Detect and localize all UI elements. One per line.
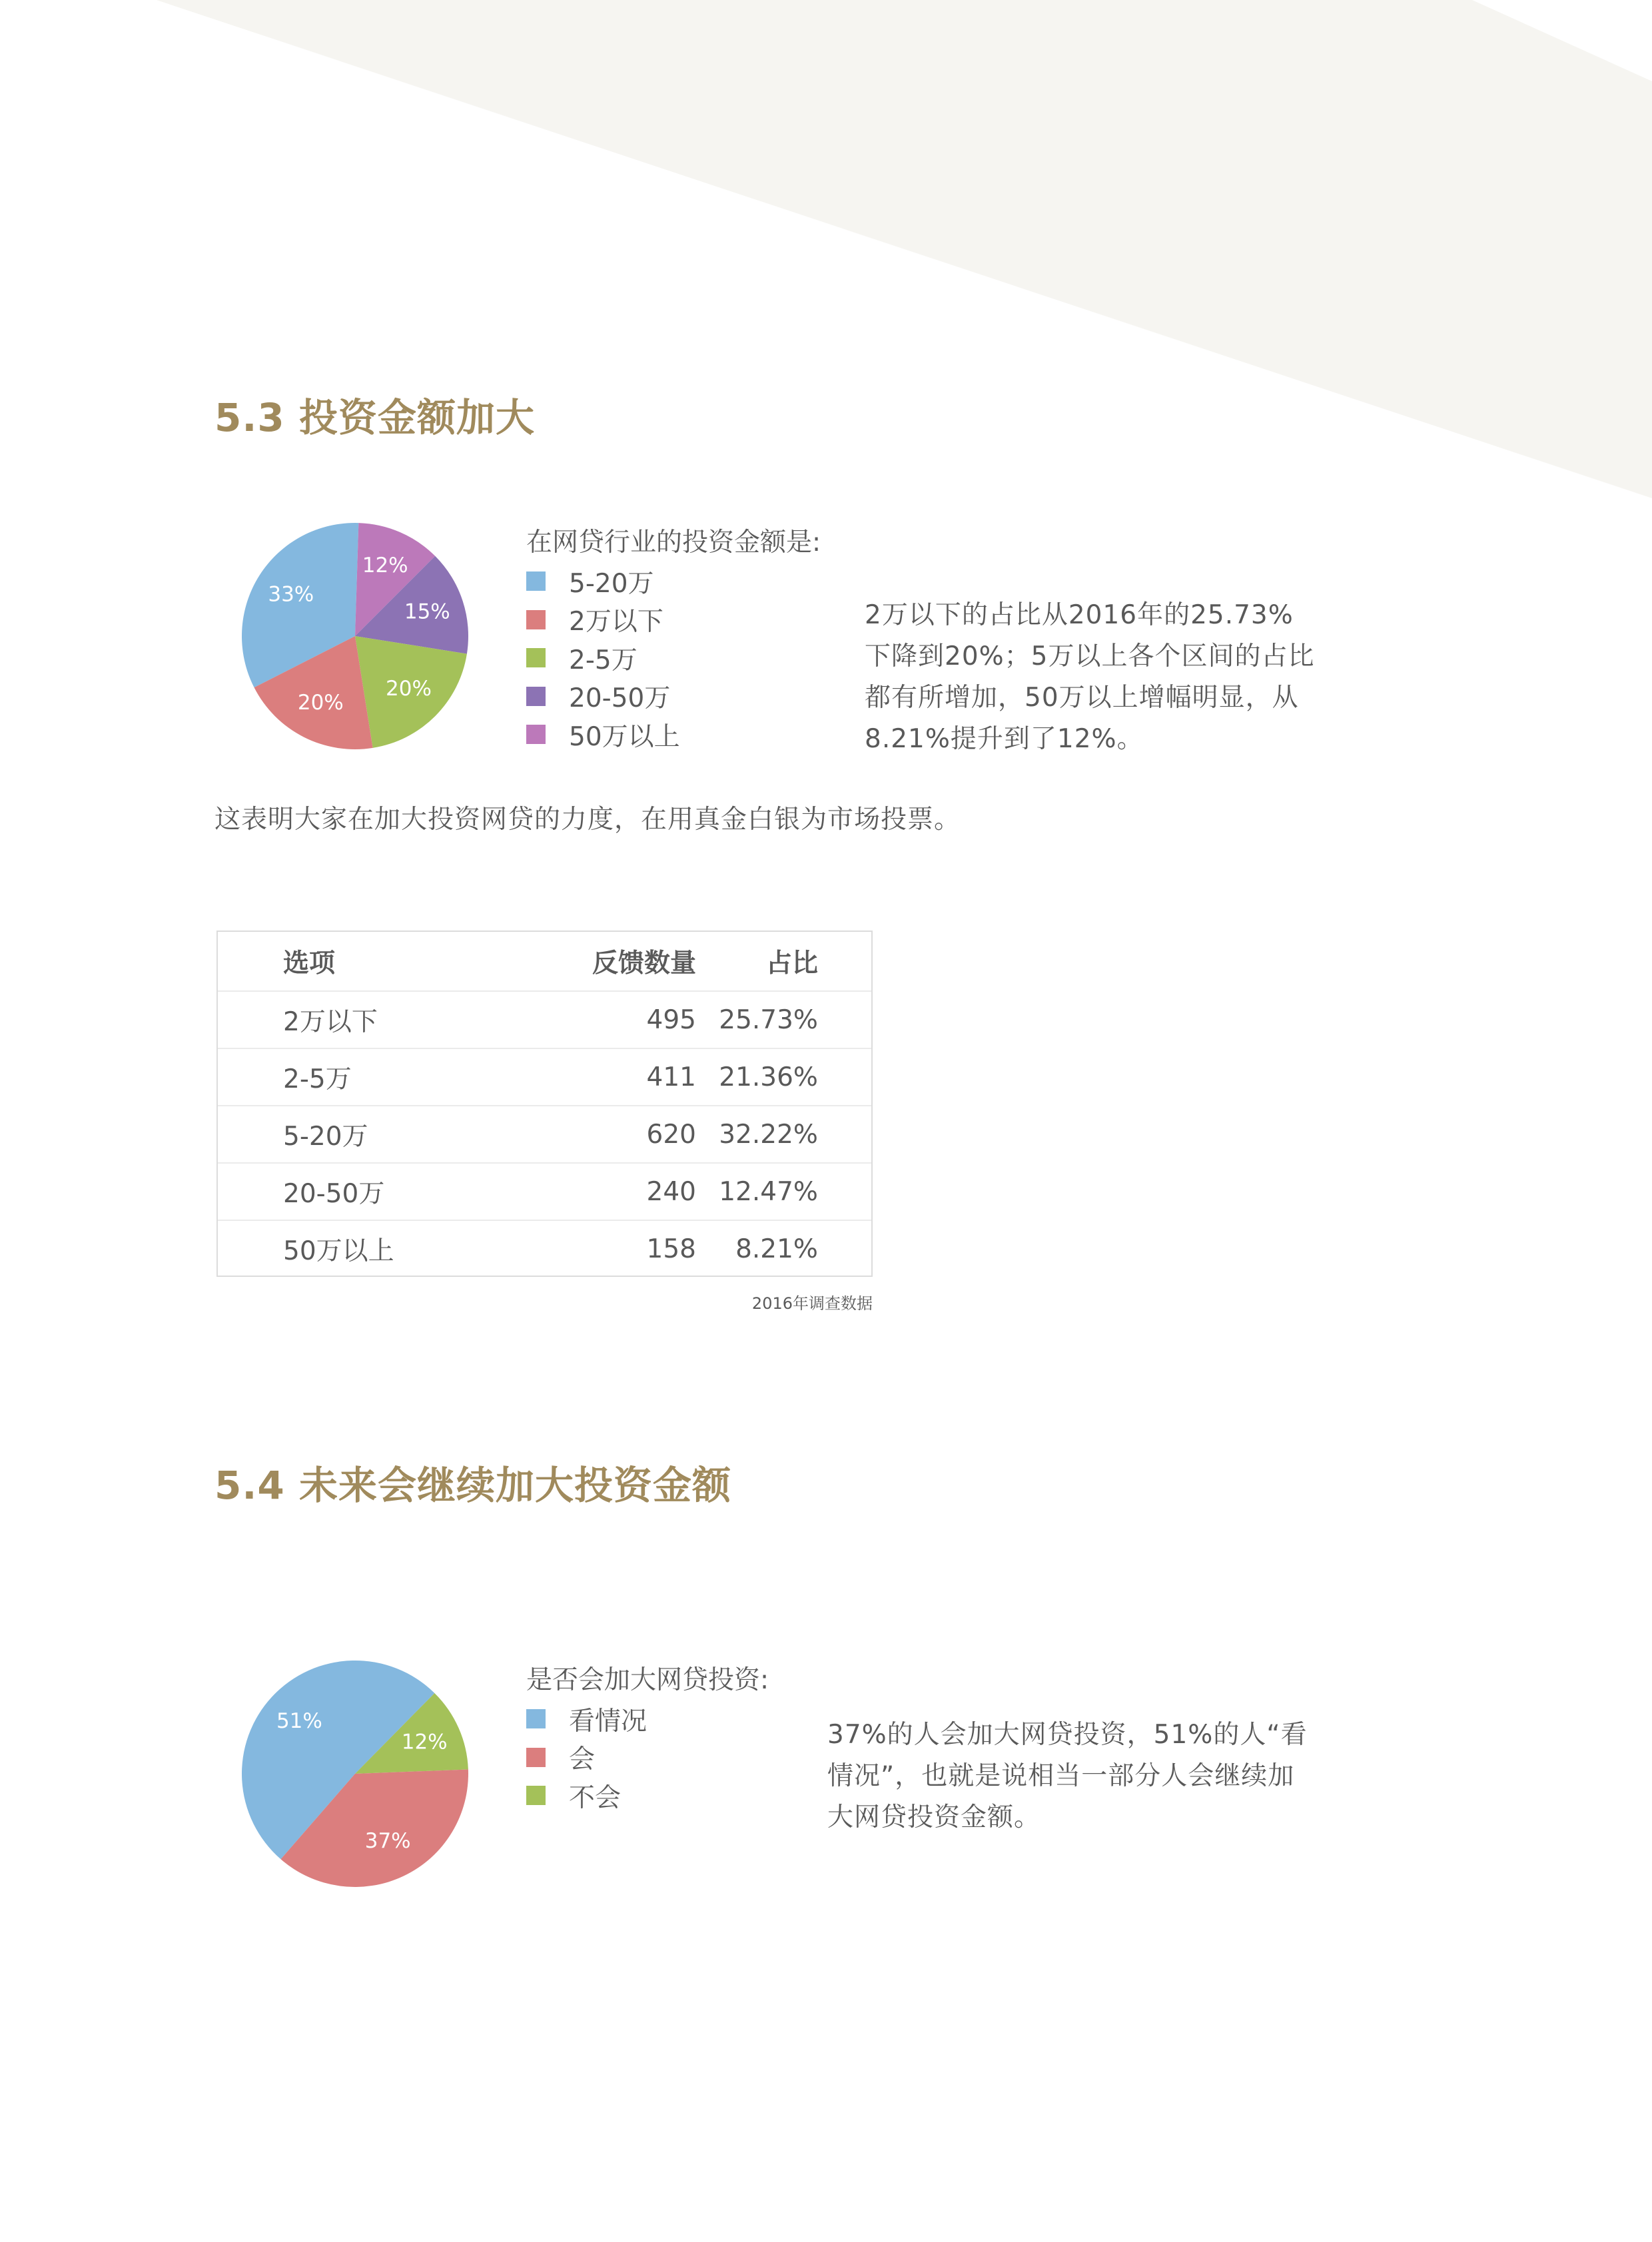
future-investment-pie-chart bbox=[238, 1657, 472, 1890]
legend-title: 是否会加大网贷投资: bbox=[526, 1665, 769, 1695]
option-cell: 2-5万 bbox=[218, 1048, 510, 1106]
investment-amount-pie-chart bbox=[238, 520, 472, 753]
share-cell: 25.73% bbox=[696, 991, 871, 1048]
future-investment-legend bbox=[526, 1661, 769, 1815]
count-cell: 620 bbox=[510, 1106, 696, 1163]
legend-item bbox=[526, 1776, 769, 1815]
pie-slice-label: 12% bbox=[362, 554, 408, 577]
option-cell: 5-20万 bbox=[218, 1106, 510, 1163]
header-share: 占比 bbox=[765, 948, 818, 978]
table-source-note: 2016年调查数据 bbox=[751, 1294, 873, 1313]
future-investment-description: 37%的人会加大网贷投资，51%的人“看情况”，也就是说相当一部分人会继续加大网贷投资金额。 bbox=[827, 1720, 1308, 1832]
legend-item bbox=[526, 562, 821, 601]
conclusion-text: 这表明大家在加大投资网贷的力度，在用真金白银为市场投票。 bbox=[214, 805, 961, 835]
table-row bbox=[218, 1106, 871, 1163]
investment-amount-legend bbox=[526, 524, 821, 754]
share-cell: 21.36% bbox=[696, 1048, 871, 1106]
legend-swatch bbox=[526, 1709, 546, 1728]
table-row bbox=[218, 1048, 871, 1106]
section-heading-5-4: 5.4 未来会继续加大投资金额 bbox=[214, 1463, 731, 1508]
table-header-row bbox=[218, 932, 871, 991]
option-cell: 20-50万 bbox=[218, 1163, 510, 1220]
pie-slice-label: 37% bbox=[364, 1829, 411, 1854]
legend-label: 会 bbox=[569, 1744, 596, 1775]
section-heading-5-3: 5.3 投资金额加大 bbox=[214, 395, 535, 440]
pie-slice-label: 33% bbox=[268, 582, 314, 607]
pie-slice-label: 51% bbox=[276, 1709, 322, 1734]
legend-swatch bbox=[526, 687, 546, 706]
investment-amount-description: 2万以下的占比从2016年的25.73%下降到20%；5万以上各个区间的占比都有所增加，50万以上增幅明显，从8.21%提升到了12%。 bbox=[865, 600, 1315, 754]
legend-item bbox=[526, 601, 821, 639]
option-cell: 2万以下 bbox=[218, 991, 510, 1048]
legend-label: 5-20万 bbox=[569, 568, 654, 599]
legend-swatch bbox=[526, 648, 546, 667]
legend-swatch bbox=[526, 1748, 546, 1767]
legend-swatch bbox=[526, 610, 546, 629]
pie-slice-label: 20% bbox=[297, 691, 344, 715]
legend-item bbox=[526, 715, 821, 754]
legend-label: 不会 bbox=[569, 1782, 621, 1813]
legend-title: 在网贷行业的投资金额是: bbox=[526, 528, 821, 558]
count-cell: 158 bbox=[510, 1220, 696, 1277]
share-cell: 12.47% bbox=[696, 1163, 871, 1220]
legend-swatch bbox=[526, 571, 546, 591]
legend-items bbox=[526, 562, 821, 754]
share-cell: 32.22% bbox=[696, 1106, 871, 1163]
legend-item bbox=[526, 639, 821, 677]
legend-item bbox=[526, 1700, 769, 1738]
table-row bbox=[218, 1220, 871, 1277]
survey-data-table bbox=[216, 931, 873, 1277]
legend-item bbox=[526, 677, 821, 716]
table-row bbox=[218, 1163, 871, 1220]
table-row bbox=[218, 991, 871, 1048]
pie-slice-label: 15% bbox=[404, 599, 450, 624]
legend-items bbox=[526, 1700, 769, 1815]
legend-swatch bbox=[526, 725, 546, 744]
header-option: 选项 bbox=[283, 948, 336, 978]
legend-item bbox=[526, 1738, 769, 1777]
share-cell: 8.21% bbox=[696, 1220, 871, 1277]
header-count: 反馈数量 bbox=[592, 948, 696, 978]
pie-slice-label: 20% bbox=[386, 677, 432, 701]
option-cell: 50万以上 bbox=[218, 1220, 510, 1277]
pie-slice-label: 12% bbox=[401, 1730, 448, 1754]
legend-label: 20-50万 bbox=[569, 683, 671, 714]
legend-label: 50万以上 bbox=[569, 721, 680, 752]
legend-label: 2-5万 bbox=[569, 645, 637, 675]
count-cell: 240 bbox=[510, 1163, 696, 1220]
legend-label: 2万以下 bbox=[569, 607, 663, 637]
legend-label: 看情况 bbox=[569, 1706, 647, 1736]
count-cell: 411 bbox=[510, 1048, 696, 1106]
legend-swatch bbox=[526, 1786, 546, 1805]
count-cell: 495 bbox=[510, 991, 696, 1048]
